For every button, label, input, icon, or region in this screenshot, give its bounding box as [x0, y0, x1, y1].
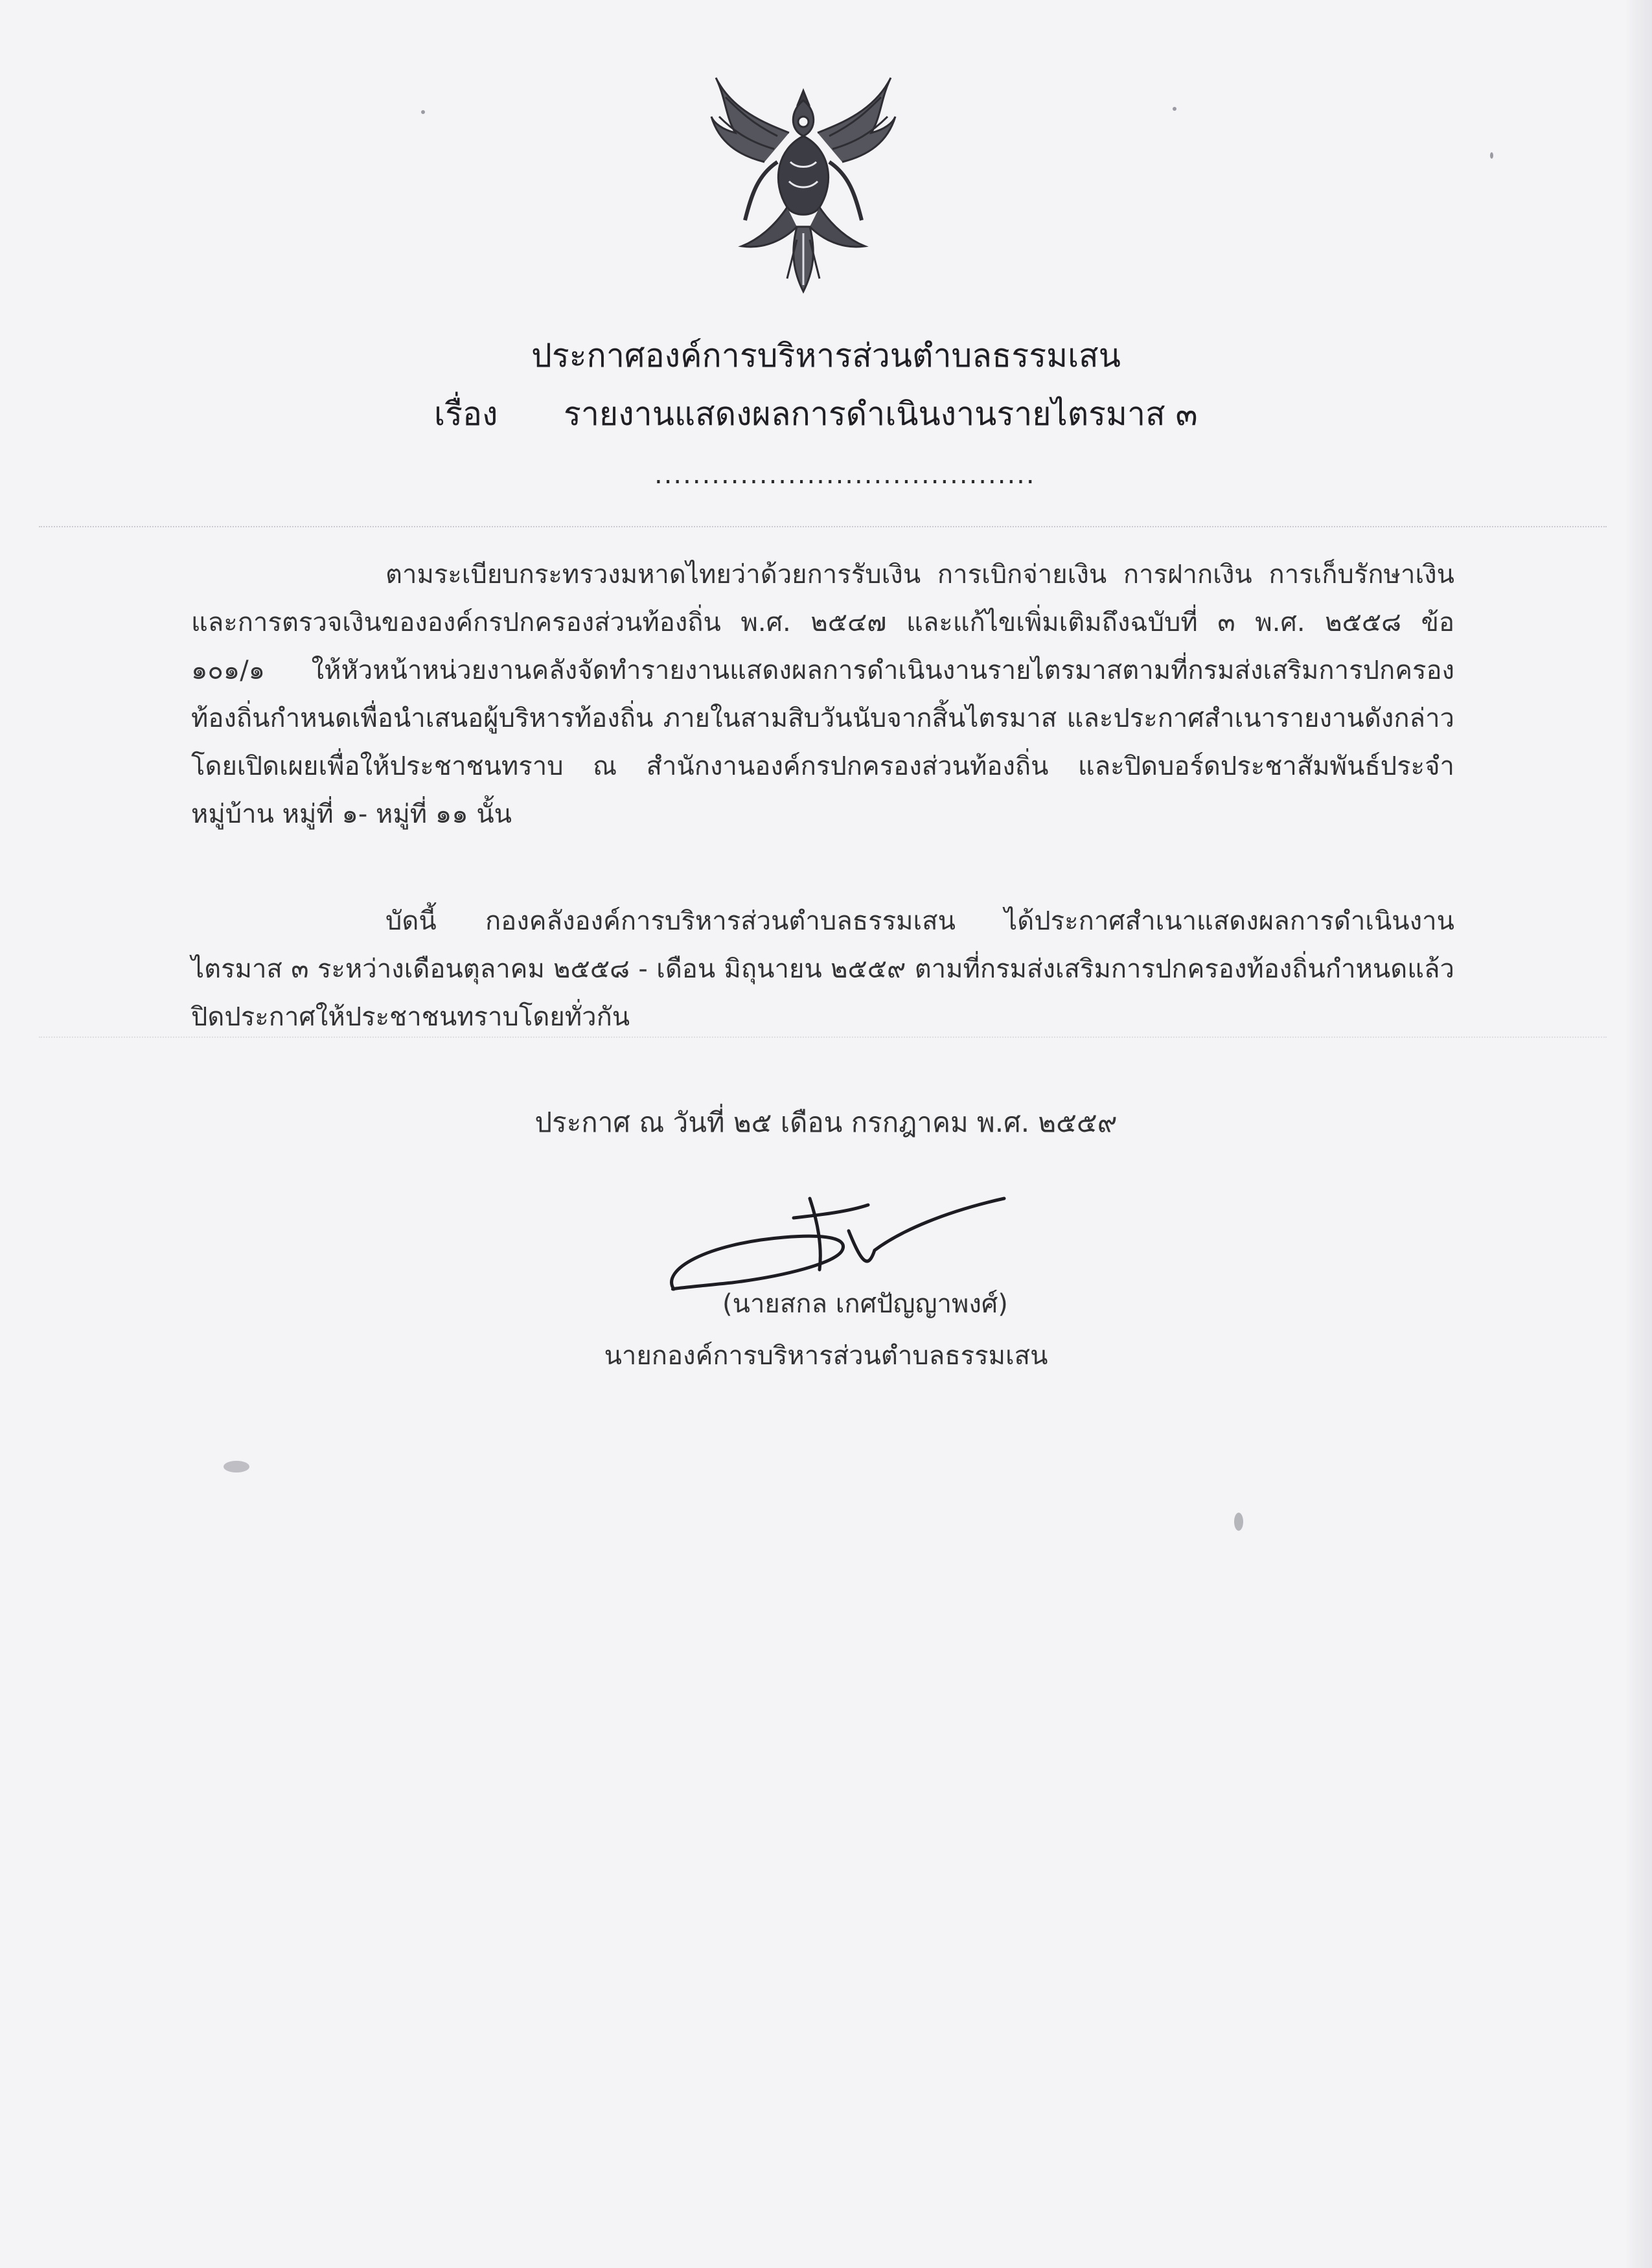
announcement-title: ประกาศองค์การบริหารส่วนตำบลธรรมเสน [531, 337, 1121, 374]
garuda-emblem-icon [706, 71, 901, 304]
scan-artifact-line [39, 526, 1607, 527]
subject-text: รายงานแสดงผลการดำเนินงานรายไตรมาส ๓ [564, 395, 1198, 433]
announcement-date: ประกาศ ณ วันที่ ๒๕ เดือน กรกฎาคม พ.ศ. ๒๕๕๙ [534, 1106, 1118, 1138]
body-paragraph-1: ตามระเบียบกระทรวงมหาดไทยว่าด้วยการรับเงิน การเบิกจ่ายเงิน การฝากเงิน การเก็บรักษาเงิน และการตรวจเงินขององค์กรปกครองส่วนท้องถิ่น พ.ศ. ๒๕๔๗ และแก้ไขเพิ่มเติมถึงฉบับที่ ๓ พ.ศ. ๒๕๕๘ ข้อ ๑๐๑/๑ ให้หัวหน้าหน่วยงานคลังจัดทำรายงานแสดงผลการดำเนินงานรายไตรมาสตามที่กรมส่งเสริมการปกครองท้องถิ่นกำหนดเพื่อนำเสนอผู้บริหารท้องถิ่น ภายในสามสิบวันนับจากสิ้นไตรมาส และประกาศสำเนารายงานดังกล่าวโดยเปิดเผยเพื่อให้ประชาชนทราบ ณ สำนักงานองค์กรปกครองส่วนท้องถิ่น และปิดบอร์ดประชาสัมพันธ์ประจำหมู่บ้าน หมู่ที่ ๑- หมู่ที่ ๑๑ นั้น [191, 560, 1454, 829]
body-paragraph-2: บัดนี้ กองคลังองค์การบริหารส่วนตำบลธรรมเสน ได้ประกาศสำเนาแสดงผลการดำเนินงานไตรมาส ๓ ระหว่างเดือนตุลาคม ๒๕๕๘ - เดือน มิถุนายน ๒๕๕๙ ตามที่กรมส่งเสริมการปกครองท้องถิ่นกำหนดแล้ว ปิดประกาศให้ประชาชนทราบโดยทั่วกัน [191, 906, 1454, 1032]
subject-label: เรื่อง [434, 395, 498, 433]
subject-row [434, 389, 1198, 440]
signatory-position: นายกองค์การบริหารส่วนตำบลธรรมเสน [604, 1341, 1048, 1371]
scan-speck [224, 1461, 249, 1472]
scan-speck [1234, 1513, 1243, 1531]
signatory-name: (นายสกล เกศปัญญาพงศ์) [722, 1289, 1008, 1319]
title-separator: ........................................ [654, 460, 1036, 490]
scan-speck [1490, 152, 1493, 159]
scan-speck [421, 110, 425, 114]
scan-speck [1173, 107, 1176, 111]
